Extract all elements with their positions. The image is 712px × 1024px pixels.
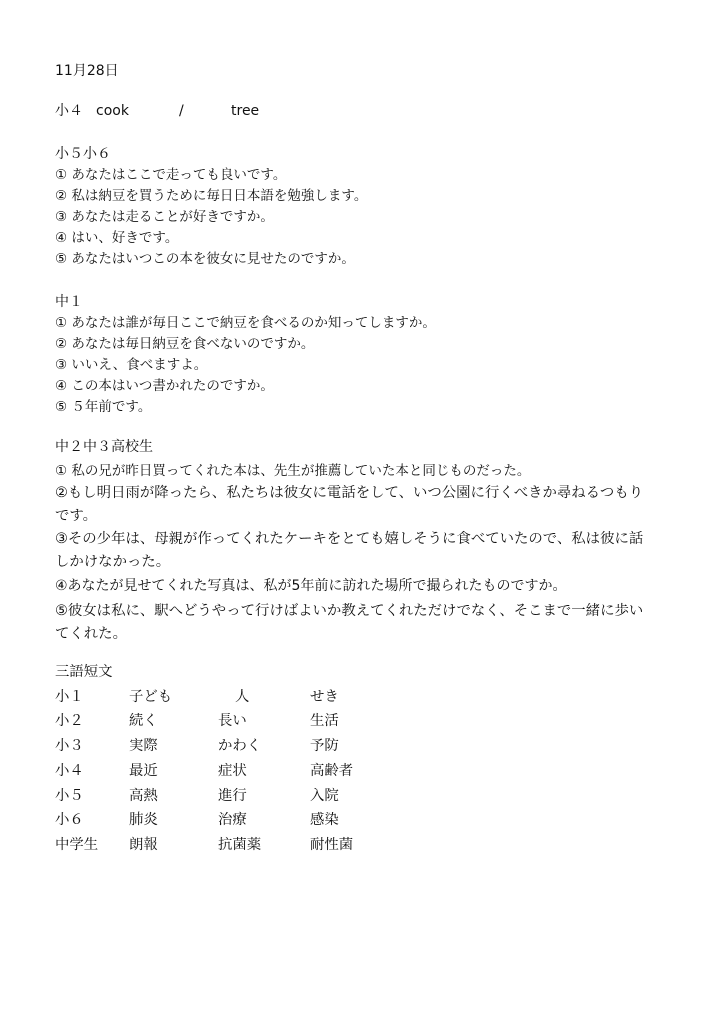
chu23-heading: 中２中３高校生 bbox=[55, 439, 153, 455]
sango-grade: 小１ bbox=[55, 689, 84, 705]
chu1-item-5: ⑤ ５年前です。 bbox=[55, 399, 152, 415]
chu1-item-1: ① あなたは誰が毎日ここで納豆を食べるのか知ってしますか。 bbox=[55, 315, 436, 331]
sango-word-3: 生活 bbox=[310, 713, 339, 729]
sho56-item-4: ④ はい、好きです。 bbox=[55, 230, 179, 246]
sango-word-2: 症状 bbox=[218, 763, 247, 779]
sango-grade: 小４ bbox=[55, 763, 84, 779]
sho56-heading: 小５小６ bbox=[55, 146, 111, 162]
date-heading: 11月28日 bbox=[55, 63, 119, 79]
sho4-label: 小４ bbox=[55, 103, 83, 119]
sango-word-3: 入院 bbox=[310, 788, 339, 804]
sho56-item-1: ① あなたはここで走っても良いです。 bbox=[55, 167, 287, 183]
sango-grade: 小６ bbox=[55, 812, 84, 828]
sho4-separator: / bbox=[179, 103, 184, 119]
sango-word-2: 治療 bbox=[218, 812, 247, 828]
sango-word-2: 抗菌薬 bbox=[218, 837, 262, 853]
chu23-item-4: ④あなたが見せてくれた写真は、私が5年前に訪れた場所で撮られたものですか。 bbox=[55, 578, 567, 594]
sango-word-1: 最近 bbox=[129, 763, 158, 779]
sho4-word-1: cook bbox=[96, 103, 129, 119]
sango-word-3: 予防 bbox=[310, 738, 339, 754]
sango-heading: 三語短文 bbox=[55, 664, 113, 680]
chu23-item-1: ① 私の兄が昨日買ってくれた本は、先生が推薦していた本と同じものだった。 bbox=[55, 463, 531, 479]
sango-word-2: 人 bbox=[235, 689, 250, 705]
chu1-heading: 中１ bbox=[55, 294, 83, 310]
sango-word-1: 朗報 bbox=[129, 837, 158, 853]
sho56-item-3: ③ あなたは走ることが好きですか。 bbox=[55, 209, 274, 225]
sho56-item-5: ⑤ あなたはいつこの本を彼女に見せたのですか。 bbox=[55, 251, 355, 267]
sango-word-3: せき bbox=[310, 689, 339, 705]
chu1-item-4: ④ この本はいつ書かれたのですか。 bbox=[55, 378, 274, 394]
sango-grade: 小２ bbox=[55, 713, 84, 729]
sango-word-1: 子ども bbox=[129, 689, 173, 705]
sango-word-2: 進行 bbox=[218, 788, 247, 804]
sango-word-1: 続く bbox=[129, 713, 158, 729]
sho56-item-2: ② 私は納豆を買うために毎日日本語を勉強します。 bbox=[55, 188, 368, 204]
chu23-item-5: ⑤彼女は私に、駅へどうやって行けばよいか教えてくれただけでなく、そこまで一緒に歩いてくれた。 bbox=[55, 603, 644, 642]
chu1-item-2: ② あなたは毎日納豆を食べないのですか。 bbox=[55, 336, 315, 352]
sango-word-1: 実際 bbox=[129, 738, 158, 754]
sango-word-2: かわく bbox=[218, 738, 262, 754]
sango-grade: 中学生 bbox=[55, 837, 99, 853]
chu1-item-3: ③ いいえ、食べますよ。 bbox=[55, 357, 208, 373]
chu23-item-3: ③その少年は、母親が作ってくれたケーキをとても嬉しそうに食べていたので、私は彼に話しかけなかった。 bbox=[55, 531, 644, 570]
sho4-word-2: tree bbox=[231, 103, 260, 119]
sango-word-2: 長い bbox=[218, 713, 247, 729]
sango-word-1: 高熱 bbox=[129, 788, 158, 804]
sango-grade: 小５ bbox=[55, 788, 84, 804]
chu23-item-2: ②もし明日雨が降ったら、私たちは彼女に電話をして、いつ公園に行くべきか尋ねるつもりです。 bbox=[55, 485, 644, 524]
sango-word-3: 感染 bbox=[310, 812, 339, 828]
sango-word-3: 高齢者 bbox=[310, 763, 354, 779]
sango-word-3: 耐性菌 bbox=[310, 837, 354, 853]
sango-word-1: 肺炎 bbox=[129, 812, 158, 828]
sango-grade: 小３ bbox=[55, 738, 84, 754]
